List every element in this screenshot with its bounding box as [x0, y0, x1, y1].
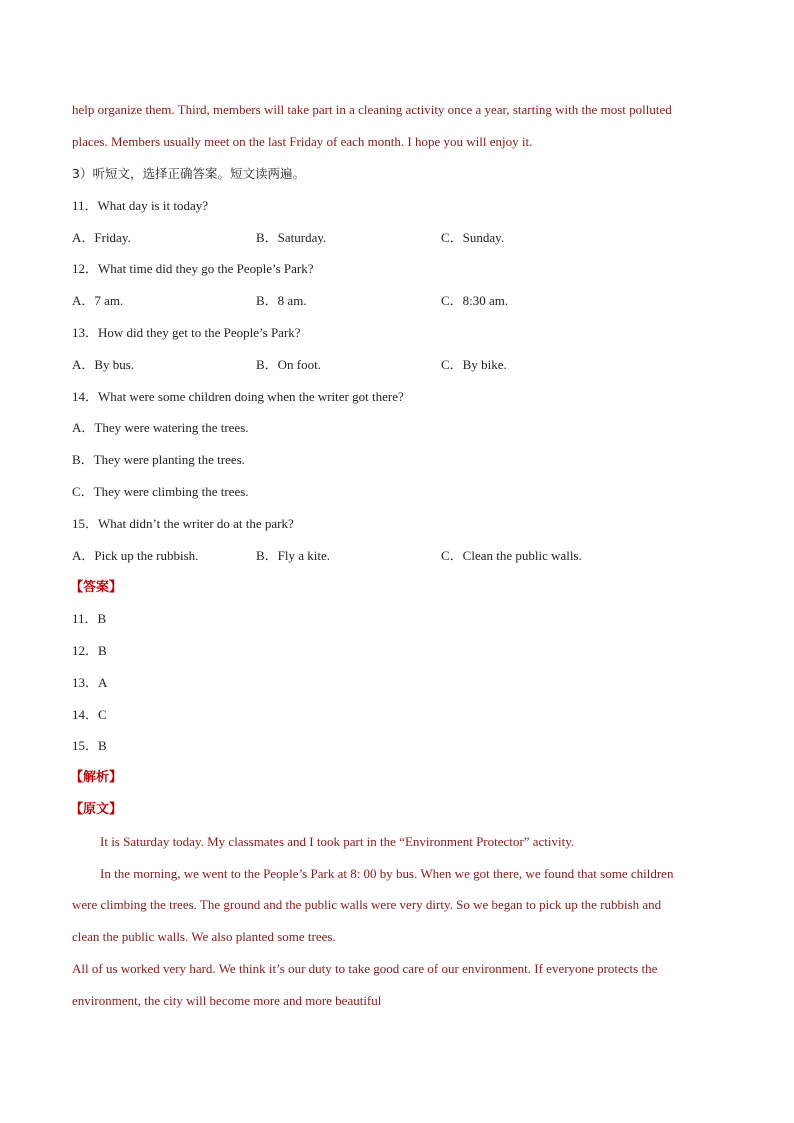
question-12-option-b: B．8 am.	[256, 293, 307, 308]
question-11-option-a: A．Friday.	[72, 230, 131, 245]
question-14-option-b: B．They were planting the trees.	[72, 452, 245, 467]
question-15-option-a: A．Pick up the rubbish.	[72, 548, 199, 563]
passage-line-2: places. Members usually meet on the last Friday of each month. I hope you will enjoy it.	[72, 134, 533, 149]
answer-heading: 【答案】	[70, 580, 123, 595]
question-14-option-c: C．They were climbing the trees.	[72, 484, 249, 499]
question-12-option-c: C．8:30 am.	[441, 293, 509, 308]
original-text-heading: 【原文】	[70, 802, 123, 817]
original-text-line-1: It is Saturday today. My classmates and I took part in the “Environment Protector” activity.	[100, 834, 575, 849]
question-15-option-c: C．Clean the public walls.	[441, 548, 582, 563]
question-14-option-a: A．They were watering the trees.	[72, 420, 249, 435]
section-instruction: 3）听短文，选择正确答案。短文读两遍。	[72, 166, 305, 181]
original-text-line-5: All of us worked very hard. We think it’s our duty to take good care of our environment. If everyone protects the	[72, 961, 658, 976]
question-12-option-a: A．7 am.	[72, 293, 124, 308]
answer-13: 13．A	[72, 675, 108, 690]
answer-15: 15．B	[72, 738, 107, 753]
question-13-stem: 13．How did they get to the People’s Park?	[72, 325, 301, 340]
answer-12: 12．B	[72, 643, 107, 658]
question-13-option-b: B．On foot.	[256, 357, 322, 372]
analysis-heading: 【解析】	[70, 770, 123, 785]
question-11-stem: 11．What day is it today?	[72, 198, 208, 213]
original-text-line-2: In the morning, we went to the People’s Park at 8: 00 by bus. When we got there, we found that some children	[100, 866, 674, 881]
question-15-option-b: B．Fly a kite.	[256, 548, 331, 563]
answer-14: 14．C	[72, 707, 107, 722]
original-text-line-4: clean the public walls. We also planted some trees.	[72, 929, 336, 944]
question-11-option-c: C．Sunday.	[441, 230, 505, 245]
question-12-stem: 12．What time did they go the People’s Park?	[72, 261, 314, 276]
passage-line-1: help organize them. Third, members will take part in a cleaning activity once a year, starting with the most polluted	[72, 102, 672, 117]
original-text-line-6: environment, the city will become more and more beautiful	[72, 993, 382, 1008]
original-text-line-3: were climbing the trees. The ground and the public walls were very dirty. So we began to pick up the rubbish and	[72, 897, 662, 912]
question-14-stem: 14．What were some children doing when the writer got there?	[72, 389, 404, 404]
question-15-stem: 15．What didn’t the writer do at the park?	[72, 516, 294, 531]
question-11-option-b: B．Saturday.	[256, 230, 327, 245]
question-13-option-a: A．By bus.	[72, 357, 135, 372]
answer-11: 11．B	[72, 611, 107, 626]
question-13-option-c: C．By bike.	[441, 357, 507, 372]
